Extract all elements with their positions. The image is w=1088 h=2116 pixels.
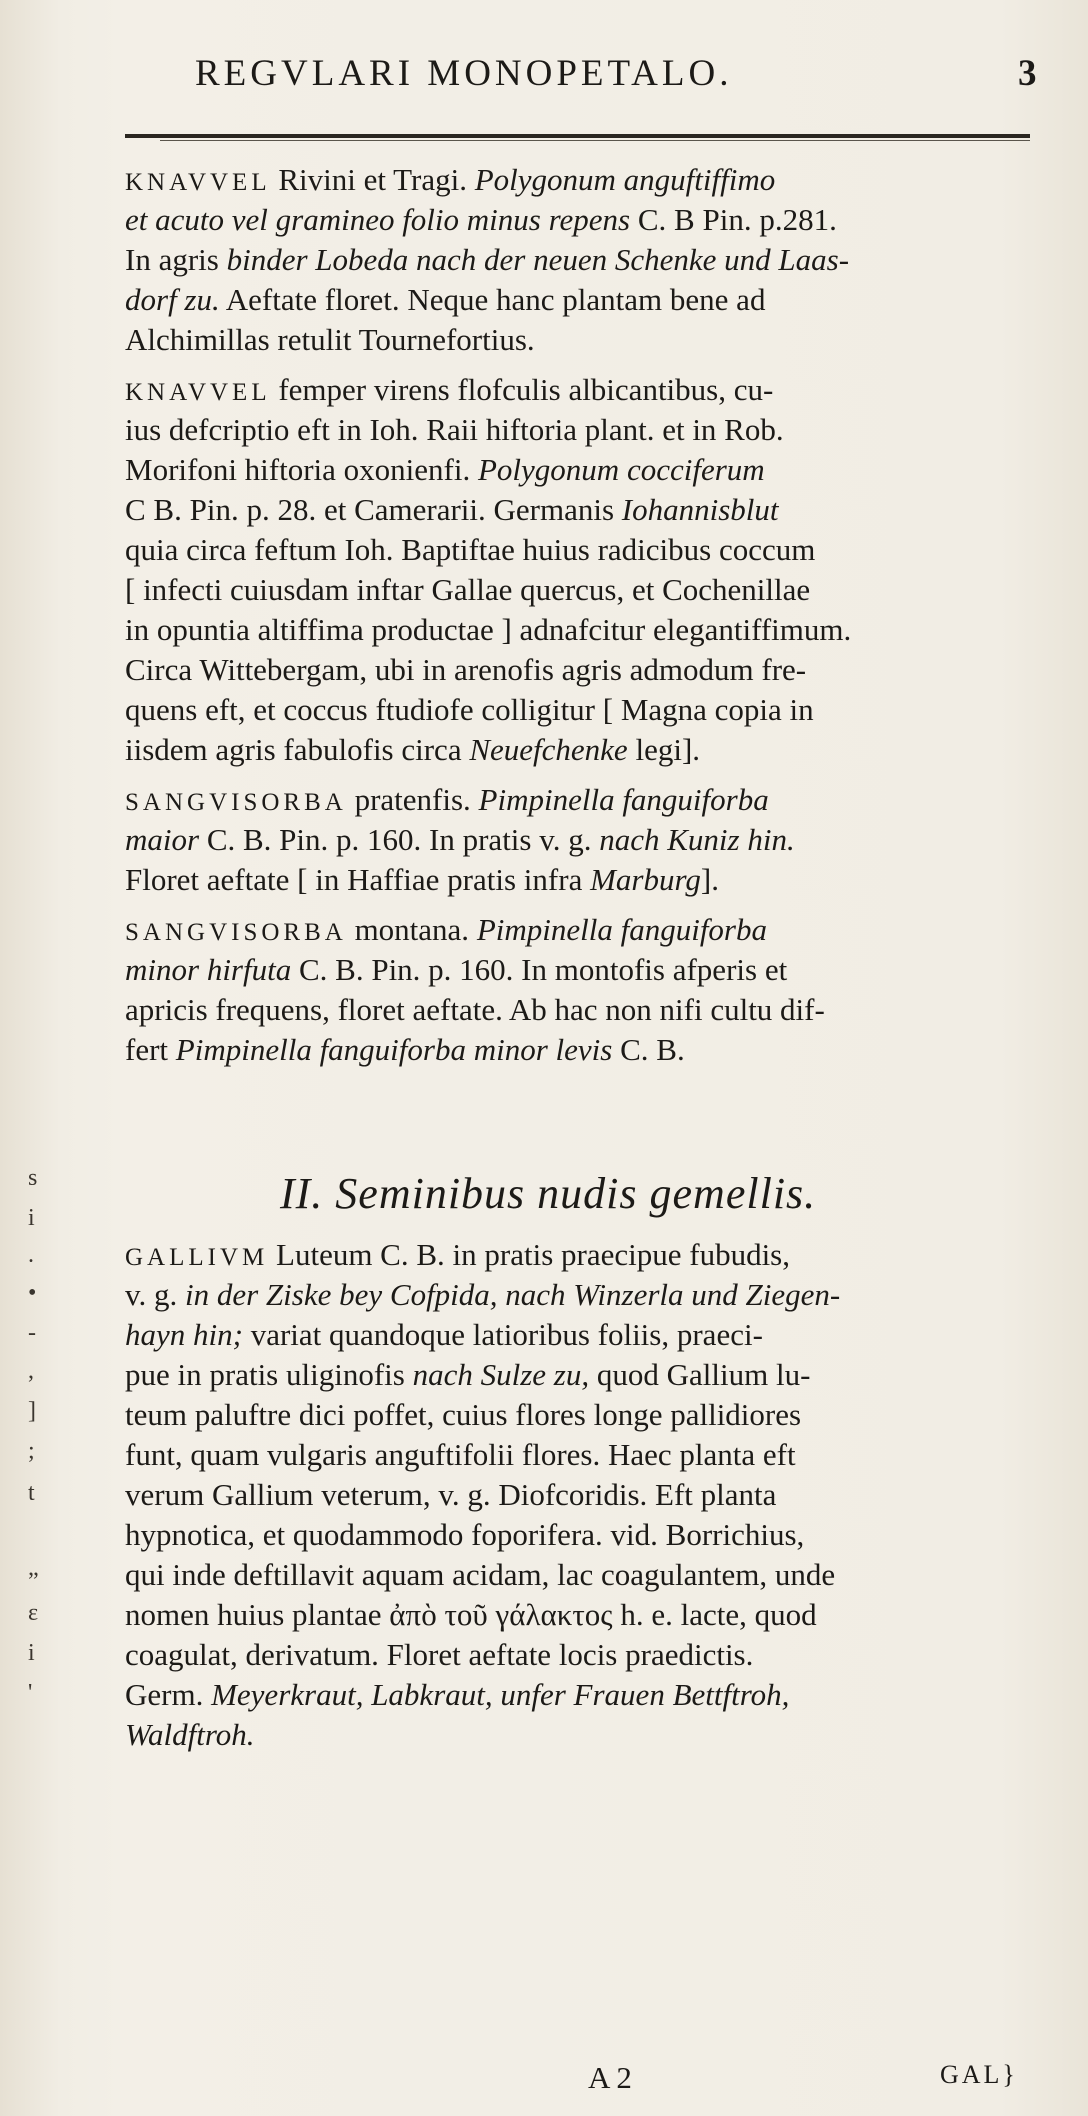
margin-mark: ]: [28, 1398, 36, 1424]
italic-text: Waldftroh.: [125, 1717, 255, 1752]
italic-text: Iohannisblut: [621, 492, 779, 527]
text-line: [125, 1235, 790, 1278]
text-run: C. B Pin. p.281.: [630, 202, 837, 237]
plant-name: SANGVISORBA: [125, 919, 347, 946]
text-run: quens eft, et coccus ftudiofe colligitur [ Magna copia in: [125, 692, 814, 727]
catchword: GAL}: [940, 2060, 1018, 2089]
text-line: [125, 160, 775, 203]
italic-text: Polygonum anguftiffimo: [474, 162, 776, 197]
signature-mark: A 2: [588, 2060, 632, 2095]
text-run: ].: [700, 862, 719, 897]
text-line: [125, 1275, 840, 1315]
italic-text: nach Kuniz hin.: [599, 822, 795, 857]
text-run: funt, quam vulgaris anguftifolii flores. Haec planta eft: [125, 1437, 796, 1472]
text-run: verum Gallium veterum, v. g. Diofcoridis. Eft planta: [125, 1477, 777, 1512]
text-run: quia circa feftum Ioh. Baptiftae huius radicibus coccum: [125, 532, 816, 567]
text-line: [125, 1555, 835, 1595]
text-run: v. g.: [125, 1277, 185, 1312]
text-run: Alchimillas retulit Tournefortius.: [125, 322, 535, 357]
text-line: [125, 490, 779, 530]
text-run: pue in pratis uliginofis: [125, 1357, 413, 1392]
text-line: [125, 200, 837, 240]
header-rule-thin: [160, 140, 1030, 141]
text-line: [125, 240, 849, 280]
italic-text: binder Lobeda nach der neuen Schenke und Laas-: [226, 242, 850, 277]
text-run: qui inde deftillavit aquam acidam, lac coagulantem, unde: [125, 1557, 836, 1592]
text-run: teum paluftre dici poffet, cuius flores longe pallidiores: [125, 1397, 802, 1432]
page-number: 3: [1018, 53, 1037, 94]
text-line: [125, 570, 810, 610]
header-rule: [125, 134, 1030, 138]
text-line: [125, 650, 806, 690]
text-line: [125, 1515, 804, 1555]
text-run: nomen huius plantae ἀπὸ τοῦ γάλακτος h. e. lacte, quod: [125, 1597, 817, 1632]
margin-mark: -: [28, 1320, 36, 1346]
margin-mark: •: [28, 1280, 37, 1306]
text-run: Rivini et Tragi.: [270, 162, 475, 197]
italic-text: Pimpinella fanguiforba minor levis: [175, 1032, 613, 1067]
italic-text: hayn hin;: [125, 1317, 243, 1352]
text-run: Morifoni hiftoria oxonienfi.: [125, 452, 478, 487]
text-run: C. B. Pin. p. 160. In montofis afperis et: [291, 952, 788, 987]
text-line: [125, 450, 765, 490]
text-run: Aeftate floret. Neque hanc plantam bene ad: [219, 282, 766, 317]
margin-mark: „: [28, 1555, 39, 1581]
text-line: [125, 1030, 685, 1070]
italic-text: in der Ziske bey Cofpida, nach Winzerla und Ziegen-: [185, 1277, 841, 1312]
text-run: C. B. Pin. p. 160. In pratis v. g.: [199, 822, 600, 857]
text-run: hypnotica, et quodammodo foporifera. vid. Borrichius,: [125, 1517, 805, 1552]
text-line: [125, 1315, 763, 1355]
plant-name: KNAVVEL: [125, 169, 271, 196]
text-line: [125, 1475, 776, 1515]
text-run: In agris: [125, 242, 227, 277]
text-run: Germ.: [125, 1677, 212, 1712]
text-run: C. B.: [612, 1032, 685, 1067]
italic-text: et acuto vel gramineo folio minus repens: [125, 202, 631, 237]
text-run: Luteum C. B. in pratis praecipue fubudis,: [268, 1237, 790, 1272]
text-run: variat quandoque latioribus foliis, praeci-: [242, 1317, 763, 1352]
text-run: [ infecti cuiusdam inftar Gallae quercus, et Cochenillae: [125, 572, 811, 607]
text-run: pratenfis.: [346, 782, 479, 817]
margin-mark: ,: [28, 1358, 34, 1384]
text-run: femper virens flofculis albicantibus, cu-: [270, 372, 774, 407]
text-line: [125, 410, 784, 450]
margin-mark: s: [28, 1165, 38, 1191]
text-run: in opuntia altiffima productae ] adnafcitur elegantiffimum.: [125, 612, 852, 647]
plant-name: GALLIVM: [125, 1244, 269, 1271]
italic-text: Meyerkraut, Labkraut, unfer Frauen Bettftroh,: [211, 1677, 790, 1712]
italic-text: minor hirfuta: [125, 952, 292, 987]
text-line: [125, 730, 700, 770]
text-line: [125, 370, 773, 413]
text-run: montana.: [346, 912, 477, 947]
margin-mark: .: [28, 1242, 34, 1268]
text-run: apricis frequens, floret aeftate. Ab hac non nifi cultu dif-: [125, 992, 825, 1027]
text-line: [125, 320, 535, 360]
text-line: [125, 280, 765, 320]
italic-text: maior: [125, 822, 200, 857]
text-run: Floret aeftate [ in Haffiae pratis infra: [125, 862, 591, 897]
text-run: quod Gallium lu-: [589, 1357, 811, 1392]
text-line: [125, 690, 814, 730]
text-line: [125, 990, 825, 1030]
text-line: [125, 780, 769, 823]
italic-text: Marburg: [590, 862, 701, 897]
text-run: C B. Pin. p. 28. et Camerarii. Germanis: [125, 492, 622, 527]
plant-name: SANGVISORBA: [125, 789, 347, 816]
text-run: coagulat, derivatum. Floret aeftate locis praedictis.: [125, 1637, 754, 1672]
italic-text: dorf zu.: [125, 282, 220, 317]
text-run: iisdem agris fabulofis circa: [125, 732, 470, 767]
text-line: [125, 1635, 753, 1675]
margin-mark: ;: [28, 1438, 35, 1464]
italic-text: Pimpinella fanguiforba: [478, 782, 769, 817]
text-run: ius defcriptio eft in Ioh. Raii hiftoria plant. et in Rob.: [125, 412, 784, 447]
running-header: REGVLARI MONOPETALO.: [195, 53, 733, 94]
text-line: [125, 950, 787, 990]
text-line: [125, 1435, 796, 1475]
plant-name: KNAVVEL: [125, 379, 271, 406]
margin-mark: t: [28, 1480, 35, 1506]
text-line: [125, 610, 851, 650]
text-run: Circa Wittebergam, ubi in arenofis agris admodum fre-: [125, 652, 807, 687]
text-line: [125, 1715, 254, 1755]
text-line: [125, 530, 815, 570]
text-line: [125, 1595, 817, 1635]
text-line: [125, 1355, 810, 1395]
italic-text: nach Sulze zu,: [412, 1357, 590, 1392]
italic-text: Neuefchenke: [469, 732, 628, 767]
italic-text: Polygonum cocciferum: [478, 452, 765, 487]
margin-mark: ɛ: [28, 1600, 39, 1626]
margin-mark: i: [28, 1640, 35, 1666]
text-line: [125, 1675, 789, 1715]
text-line: [125, 910, 767, 953]
margin-mark: i: [28, 1205, 35, 1231]
text-run: legi].: [627, 732, 701, 767]
text-run: fert: [125, 1032, 176, 1067]
text-line: [125, 1395, 801, 1435]
text-line: [125, 820, 795, 860]
margin-mark: ': [28, 1680, 33, 1706]
section-heading: II. Seminibus nudis gemellis.: [280, 1169, 817, 1218]
text-line: [125, 860, 719, 900]
italic-text: Pimpinella fanguiforba: [476, 912, 767, 947]
